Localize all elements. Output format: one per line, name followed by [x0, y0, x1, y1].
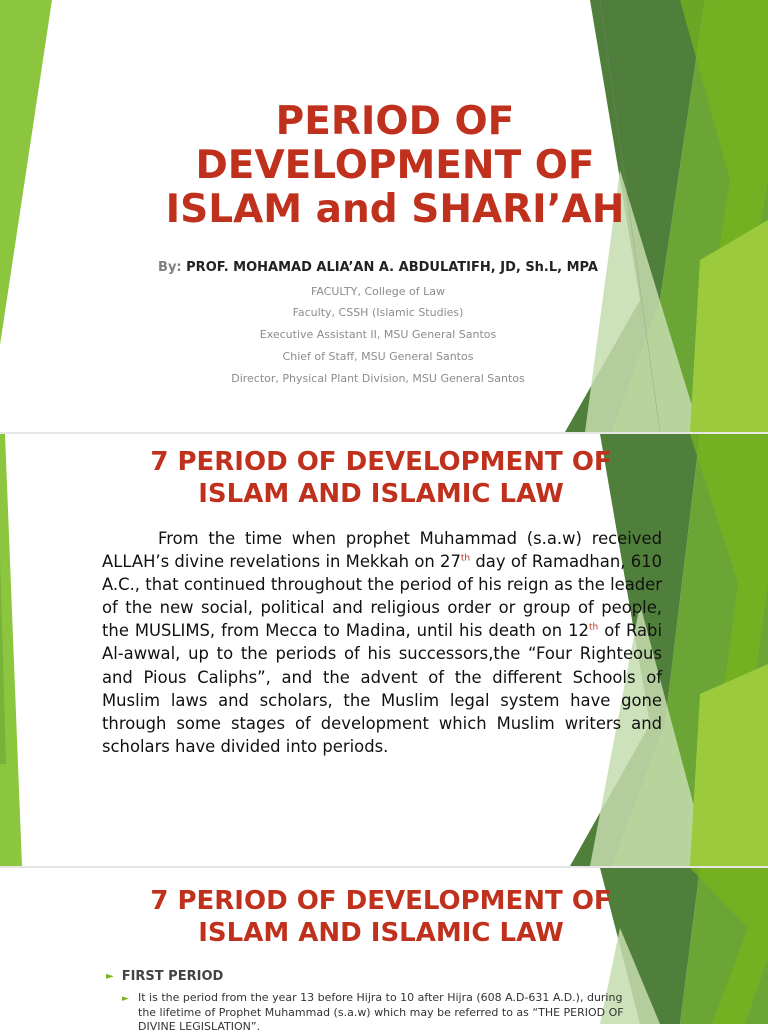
slide-title — [120, 100, 670, 232]
by-label: By: — [158, 260, 182, 275]
position-line: Chief of Staff, MSU General Santos — [282, 350, 474, 363]
title-line-3: ISLAM and SHARI’AH — [165, 187, 625, 232]
title-line-2: ISLAM AND ISLAMIC LAW — [198, 918, 564, 948]
slide-title — [100, 885, 662, 949]
position-line: Director, Physical Plant Division, MSU General Santos — [231, 372, 525, 385]
author-name: PROF. MOHAMAD ALIA’AN A. ABDULATIFH, JD, Sh.L, MPA — [186, 260, 598, 275]
content-slide — [0, 868, 768, 1033]
slide-title — [100, 446, 662, 510]
paragraph-text: of Rabi Al-awwal, up to the periods of his successors,the “Four Righteous and Pious Caliphs”, and the advent of the different Schools of Muslim laws and scholars, the Muslim legal system have gone through some stages of development which Muslim writers and scholars have divided into periods. — [102, 621, 662, 756]
sub-bullet-text: It is the period from the year 13 before Hijra to 10 after Hijra (608 A.D-631 A.D.), during the lifetime of Prophet Muhammad (s.a.w) which may be referred to as “THE PERIOD OF DIVINE LEGISLATION”. — [138, 991, 624, 1033]
paragraph-text: day of Ramadhan, 610 A.C., that continued throughout the period of his reign as the leader of the new social, political and religious order or group of people, the MUSLIMS, from Mecca to Madina, until his death on 12 — [102, 552, 662, 641]
author-byline — [120, 260, 636, 275]
bullet-item — [106, 969, 223, 984]
title-line-1: 7 PERIOD OF DEVELOPMENT OF — [150, 447, 612, 477]
position-line: Executive Assistant II, MSU General Santos — [259, 328, 497, 341]
ordinal-superscript: th — [460, 553, 471, 564]
ordinal-superscript: th — [588, 622, 599, 633]
body-paragraph — [102, 527, 662, 758]
position-line: FACULTY, College of Law — [311, 285, 445, 298]
position-line: Faculty, CSSH (Islamic Studies) — [292, 306, 464, 319]
title-line-1: 7 PERIOD OF DEVELOPMENT OF — [150, 886, 612, 916]
title-line-2: ISLAM AND ISLAMIC LAW — [198, 479, 564, 509]
sub-bullet-item — [122, 991, 638, 1035]
bullet-arrow-icon: ► — [106, 971, 114, 982]
title-line-2: DEVELOPMENT OF — [195, 143, 595, 188]
title-line-1: PERIOD OF — [275, 99, 515, 144]
title-slide — [0, 0, 768, 432]
bullet-heading: FIRST PERIOD — [121, 969, 224, 984]
bullet-arrow-icon: ► — [122, 994, 129, 1004]
content-slide — [0, 434, 768, 866]
paragraph-text: From the time when prophet Muhammad (s.a.w) received ALLAH’s divine revelations in Mekkah on 27 — [102, 529, 662, 572]
